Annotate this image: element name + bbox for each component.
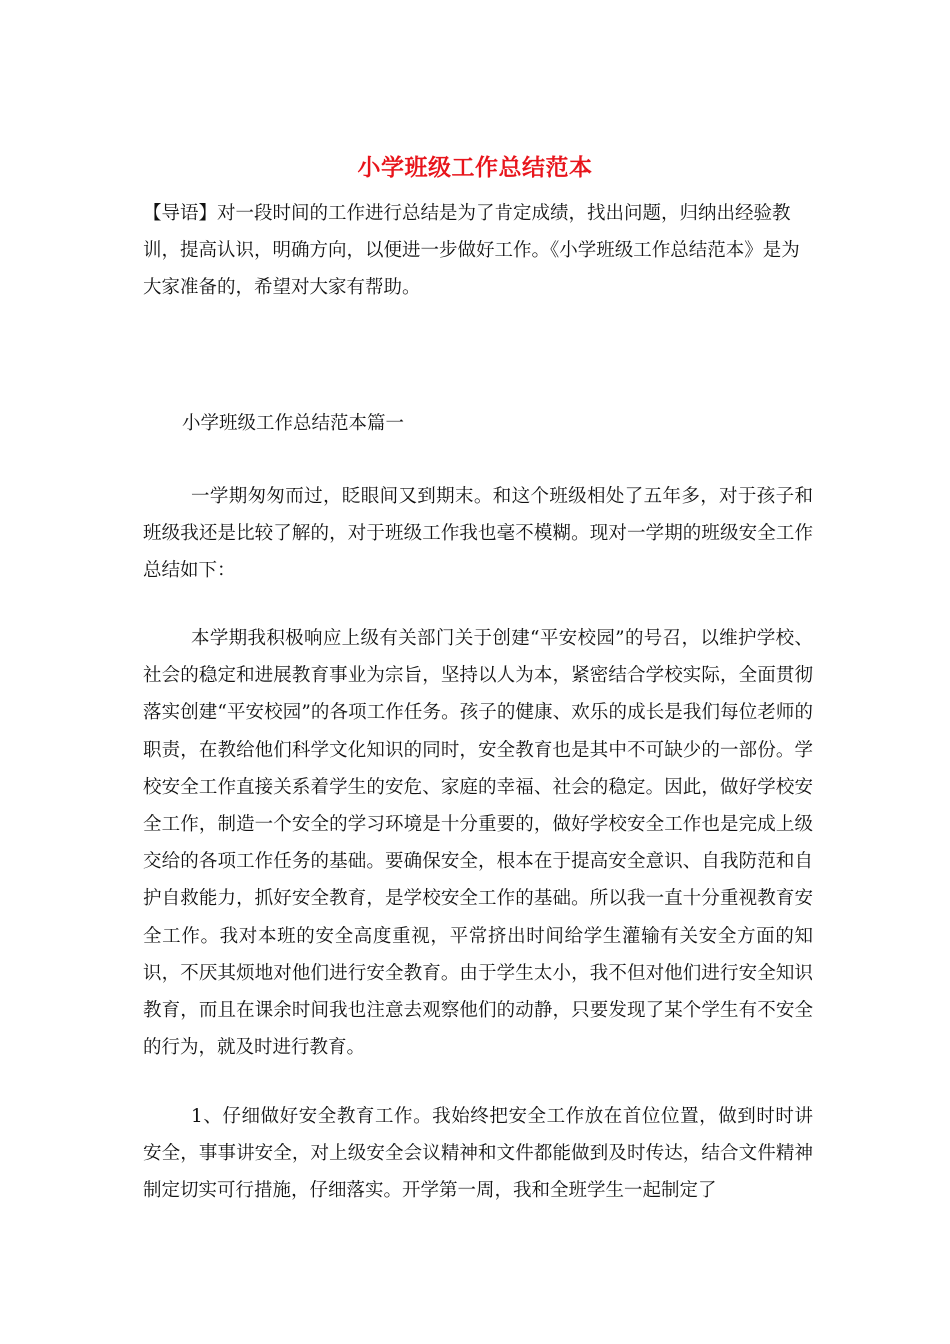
body-paragraph-2: 本学期我积极响应上级有关部门关于创建“平安校园”的号召，以维护学校、社会的稳定和进展教育事业为宗旨，坚持以人为本，紧密结合学校实际，全面贯彻落实创建“平安校园”的各项工作任务。孩子的健康、欢乐的成长是我们每位老师的职责，在教给他们科学文化知识的同时，安全教育也是其中不可缺少的一部份。学校安全工作直接关系着学生的安危、家庭的幸福、社会的稳定。因此，做好学校安全工作，制造一个安全的学习环境是十分重要的，做好学校安全工作也是完成上级交给的各项工作任务的基础。要确保安全，根本在于提高安全意识、自我防范和自护自救能力，抓好安全教育，是学校安全工作的基础。所以我一直十分重视教育安全工作。我对本班的安全高度重视，平常挤出时间给学生灌输有关安全方面的知识，不厌其烦地对他们进行安全教育。由于学生太小，我不但对他们进行安全知识教育，而且在课余时间我也注意去观察他们的动静，只要发现了某个学生有不安全的行为，就及时进行教育。 bbox=[143, 628, 813, 1059]
section-title: 小学班级工作总结范本篇一 bbox=[182, 413, 405, 434]
intro-paragraph: 【导语】对一段时间的工作进行总结是为了肯定成绩，找出问题，归纳出经验教训，提高认识，明确方向，以便进一步做好工作。《小学班级工作总结范本》是为大家准备的，希望对大家有帮助。 bbox=[143, 203, 800, 298]
body-paragraph-1: 一学期匆匆而过，眨眼间又到期末。和这个班级相处了五年多，对于孩子和班级我还是比较了解的，对于班级工作我也毫不模糊。现对一学期的班级安全工作总结如下： bbox=[143, 486, 813, 582]
document-title: 小学班级工作总结范本 bbox=[357, 154, 593, 181]
body-paragraph-3: 1、仔细做好安全教育工作。我始终把安全工作放在首位位置，做到时时讲安全，事事讲安全，对上级安全会议精神和文件都能做到及时传达，结合文件精神制定切实可行措施，仔细落实。开学第一周，我和全班学生一起制定了 bbox=[143, 1106, 813, 1202]
